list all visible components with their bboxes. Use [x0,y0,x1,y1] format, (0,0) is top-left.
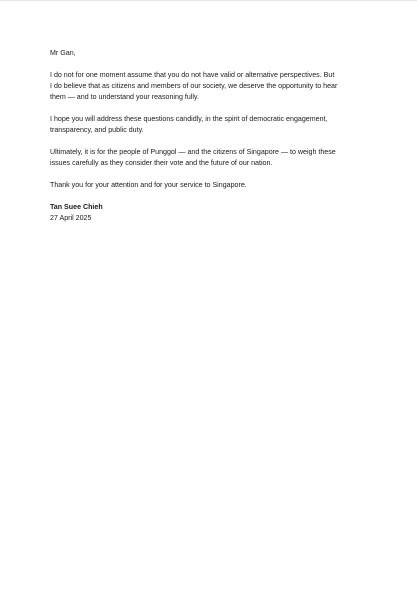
paragraph-line: them — and to understand your reasoning fully. [50,93,199,101]
paragraph-line: I hope you will address these questions candidly, in the spirit of democratic engagement, [50,115,328,123]
signature-block [50,202,372,224]
paragraph-line: issues carefully as they consider their vote and the future of our nation. [50,159,273,167]
salutation-text: Mr Gan, [50,49,76,57]
signature-date: 27 April 2025 [50,214,92,222]
paragraph-line: transparency, and public duty. [50,126,144,134]
paragraph-address-questions [50,114,372,136]
paragraph-perspectives [50,70,372,103]
paragraph-line: I do not for one moment assume that you do not have valid or alternative perspectives. But [50,71,335,79]
salutation [50,48,372,59]
signature-name: Tan Suee Chieh [50,203,103,211]
paragraph-ultimately [50,147,372,169]
letter-body [50,48,372,224]
paragraph-line: Thank you for your attention and for your service to Singapore. [50,181,247,189]
paragraph-line: Ultimately, it is for the people of Punggol — and the citizens of Singapore — to weigh these [50,148,336,156]
paragraph-thank-you [50,180,372,191]
paragraph-line: I do believe that as citizens and members of our society, we deserve the opportunity to hear [50,82,338,90]
